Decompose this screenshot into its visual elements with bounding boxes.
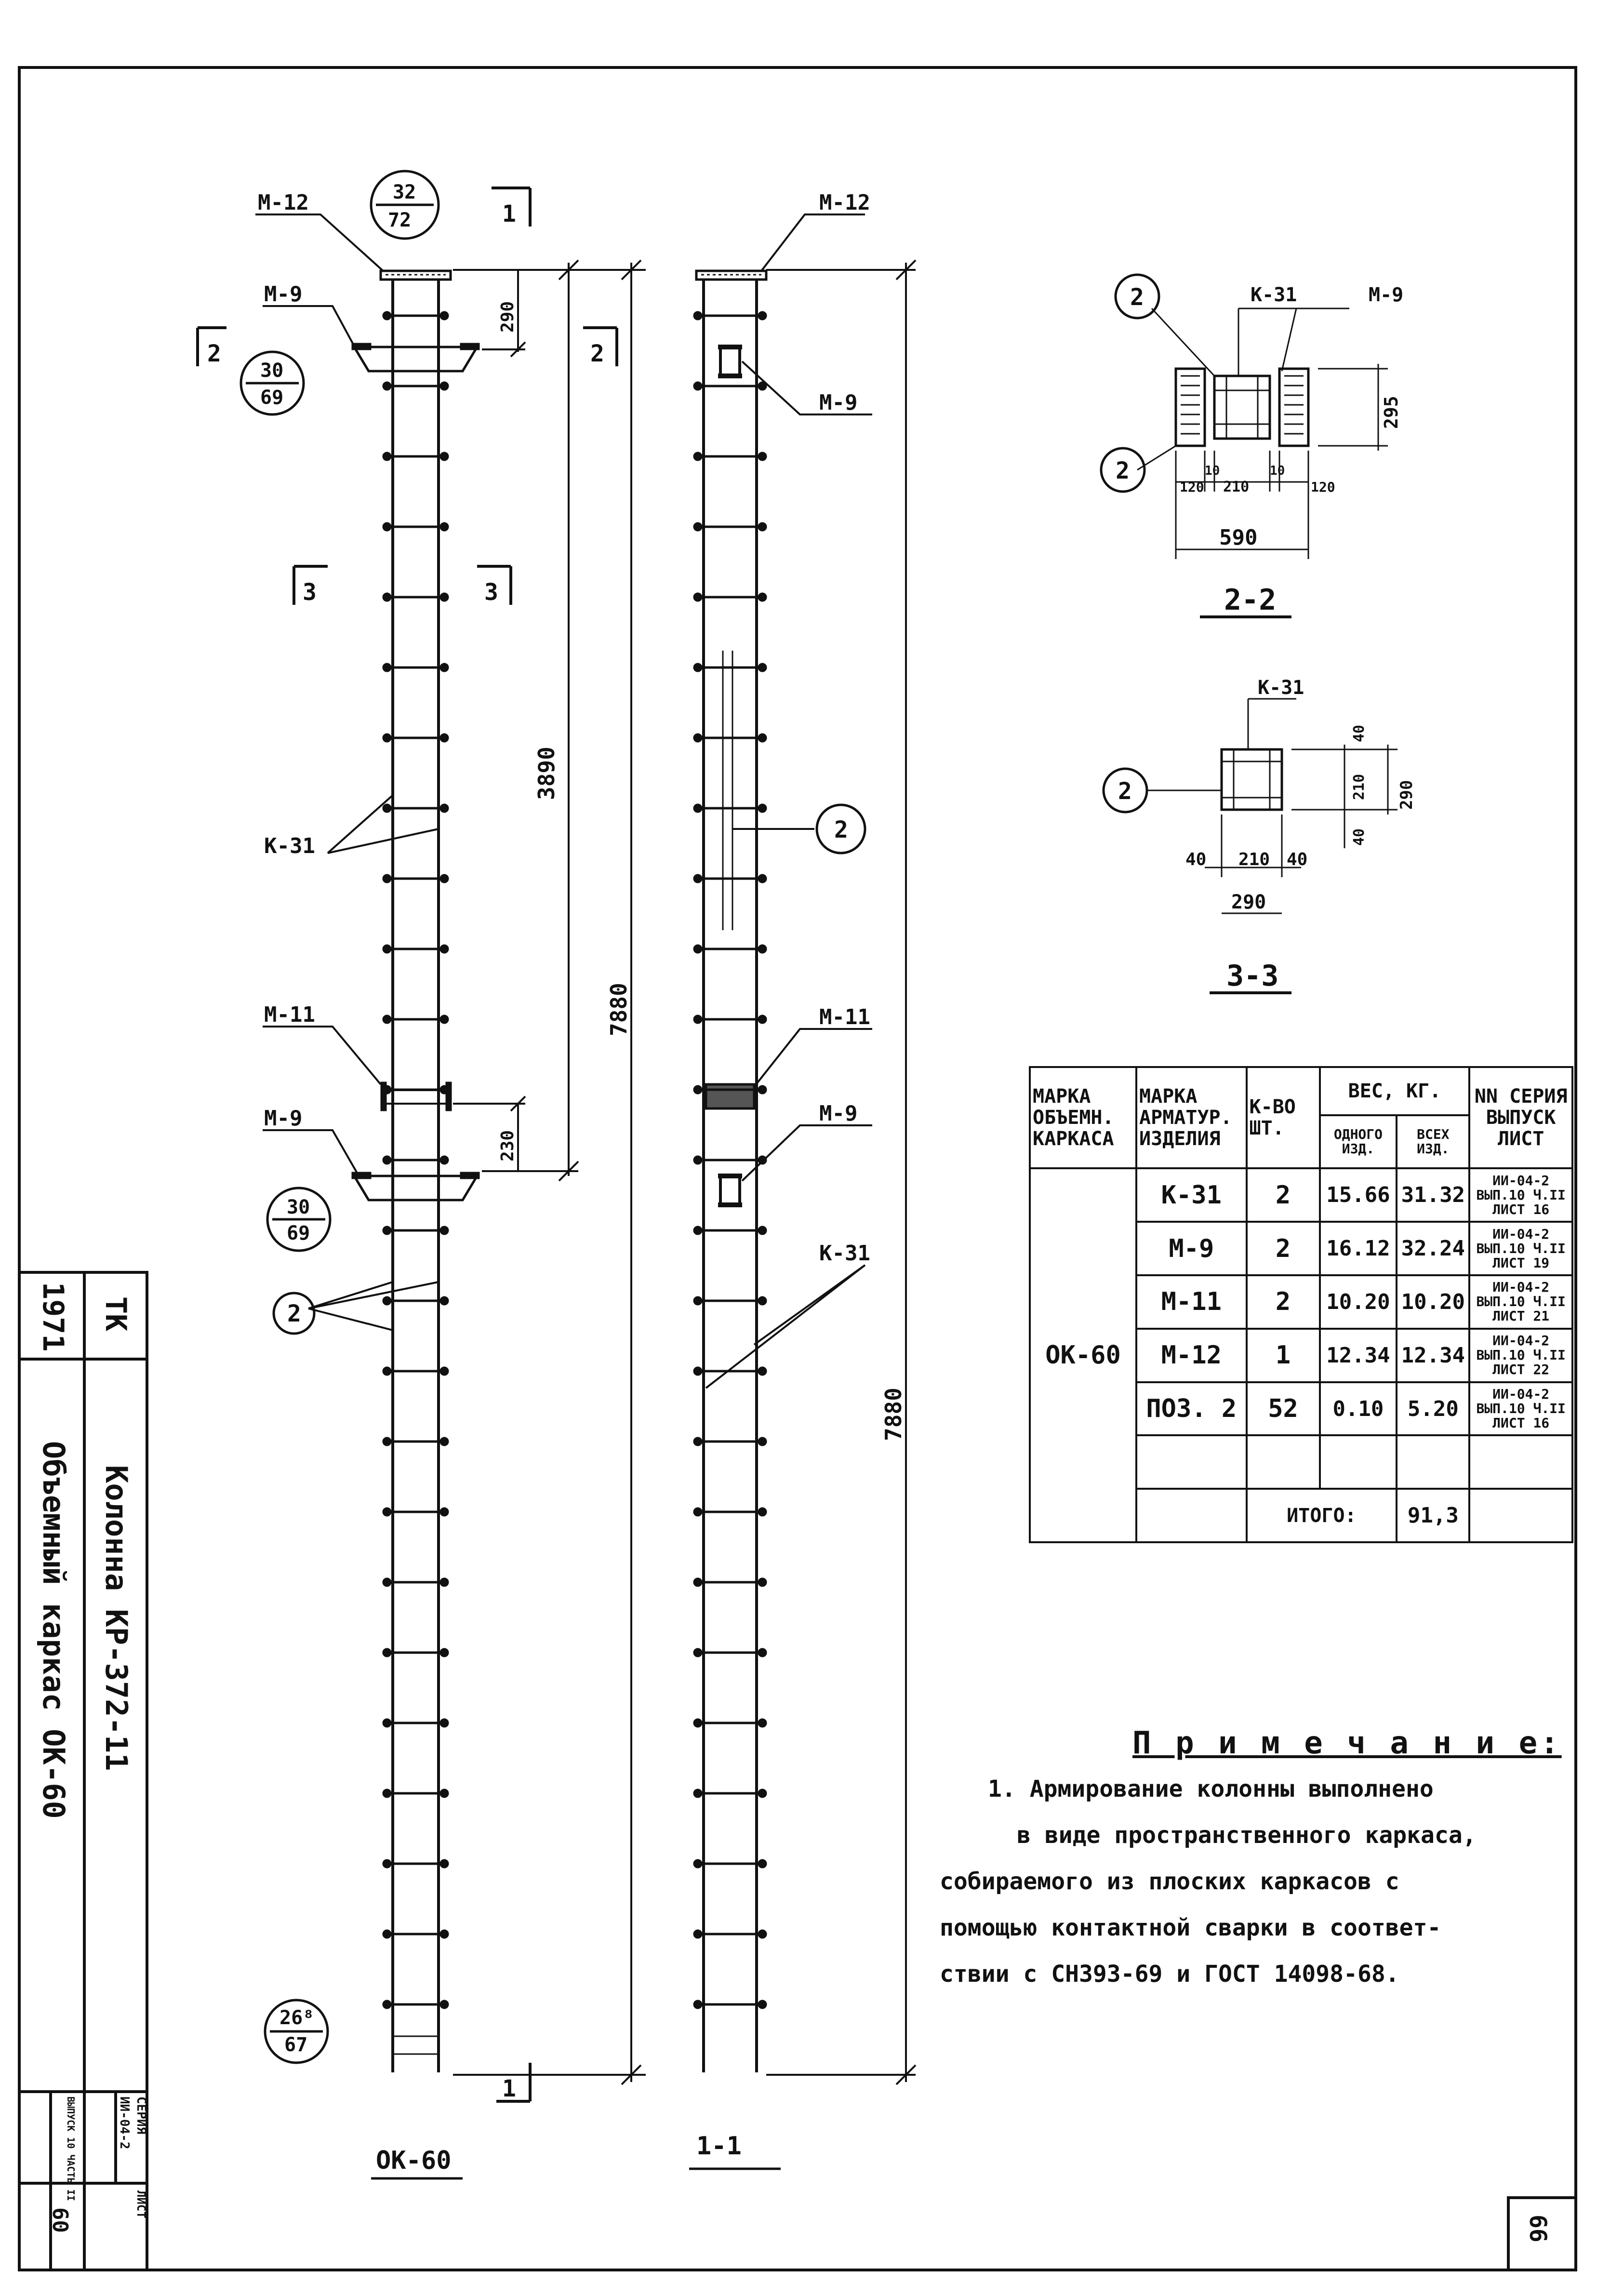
weld-point — [759, 312, 766, 319]
weld-point — [441, 453, 448, 460]
stirrups-section-1-1 — [694, 312, 766, 2008]
weld-point — [694, 1860, 701, 1867]
note-line-2: в виде пространственного каркаса, — [1017, 1822, 1477, 1849]
weld-point — [759, 946, 766, 952]
label-m11-left: М-11 — [264, 1002, 315, 1027]
row-weight-one: 0.10 — [1320, 1382, 1397, 1436]
row-ref: ИИ-04-2 ВЫП.10 Ч.II ЛИСТ 22 — [1469, 1329, 1572, 1382]
label-m9-left-top: М-9 — [264, 282, 303, 307]
dim-10-left: 10 — [1205, 464, 1220, 478]
weld-point — [384, 664, 390, 671]
label-k31-left: К-31 — [264, 834, 315, 858]
weld-point — [441, 1508, 448, 1515]
title-2-2: 2-2 — [1224, 583, 1277, 617]
weld-point — [384, 2001, 390, 2008]
row-mark: М-9 — [1136, 1222, 1246, 1275]
label-m12-right: М-12 — [819, 190, 870, 215]
dim-210-s33-v: 210 — [1351, 774, 1368, 800]
dim-7880-left: 7880 — [606, 983, 632, 1036]
table-row — [1030, 1168, 1572, 1222]
weld-point — [759, 453, 766, 460]
weld-point — [441, 1016, 448, 1023]
label-pos2-s22-bottom: 2 — [1116, 457, 1130, 484]
weld-point — [384, 875, 390, 882]
leader-lines — [255, 214, 872, 1388]
issue-label: ВЫПУСК 10 ЧАСТЬ II — [65, 2096, 77, 2201]
weld-point — [441, 1297, 448, 1304]
specification-table — [1029, 1066, 1573, 1543]
row-weight-one: 12.34 — [1320, 1329, 1397, 1382]
dim-10-right: 10 — [1270, 464, 1285, 478]
weld-point — [441, 1438, 448, 1445]
row-qty: 2 — [1247, 1168, 1320, 1222]
weld-point — [759, 383, 766, 389]
circle4-bottom: 67 — [284, 2034, 308, 2056]
weld-point — [441, 734, 448, 741]
row-ref: ИИ-04-2 ВЫП.10 Ч.II ЛИСТ 16 — [1469, 1382, 1572, 1436]
dim-590: 590 — [1219, 525, 1258, 550]
weld-point — [441, 664, 448, 671]
dim-210-s33-h: 210 — [1238, 850, 1270, 869]
weld-point — [694, 1720, 701, 1726]
weld-point — [694, 2001, 701, 2008]
weld-point — [441, 805, 448, 812]
weld-point — [759, 2001, 766, 2008]
note-line-5: ствии с СН393-69 и ГОСТ 14098-68. — [940, 1961, 1399, 1988]
dim-120-right: 120 — [1311, 479, 1335, 495]
dim-40-s33-bot: 40 — [1351, 828, 1368, 846]
label-m9-s22: М-9 — [1369, 284, 1404, 306]
weld-point — [694, 1086, 701, 1093]
weld-point — [694, 594, 701, 601]
weld-point — [759, 1016, 766, 1023]
series-value: ИИ-04-2 — [117, 2096, 132, 2149]
weld-point — [384, 1086, 390, 1093]
title-year: 1971 — [36, 1282, 70, 1352]
weld-point — [694, 1016, 701, 1023]
dim-290: 290 — [498, 301, 518, 333]
label-pos2-left: 2 — [287, 1300, 301, 1327]
weld-point — [694, 1297, 701, 1304]
weld-point — [441, 1790, 448, 1797]
weld-point — [759, 805, 766, 812]
title-3-3: 3-3 — [1226, 959, 1279, 993]
cut-markers — [198, 188, 617, 2101]
weld-point — [441, 1649, 448, 1656]
weld-point — [694, 1368, 701, 1375]
weld-point — [759, 594, 766, 601]
weld-point — [384, 1860, 390, 1867]
weld-point — [694, 1579, 701, 1586]
circle2-bottom: 69 — [260, 387, 284, 409]
weld-point — [384, 1649, 390, 1656]
total-label: ИТОГО: — [1247, 1489, 1397, 1542]
label-m9-left-bottom: М-9 — [264, 1106, 303, 1131]
weld-point — [694, 1508, 701, 1515]
row-weight-one: 15.66 — [1320, 1168, 1397, 1222]
weld-point — [759, 1931, 766, 1937]
weld-point — [694, 523, 701, 530]
weld-point — [384, 1720, 390, 1726]
weld-point — [759, 523, 766, 530]
weld-point — [384, 805, 390, 812]
weld-point — [441, 1157, 448, 1163]
note-block — [940, 1725, 1566, 1988]
weld-point — [441, 1579, 448, 1586]
weld-point — [384, 1368, 390, 1375]
weld-point — [441, 312, 448, 319]
weld-point — [694, 453, 701, 460]
weld-point — [384, 453, 390, 460]
row-weight-one: 16.12 — [1320, 1222, 1397, 1275]
note-line-1: 1. Армирование колонны выполнено — [988, 1775, 1434, 1802]
row-ref: ИИ-04-2 ВЫП.10 Ч.II ЛИСТ 21 — [1469, 1275, 1572, 1329]
weld-point — [759, 664, 766, 671]
weld-point — [384, 1227, 390, 1234]
weld-point — [441, 1086, 448, 1093]
dim-120-left: 120 — [1180, 479, 1204, 495]
sheet-label: ЛИСТ — [134, 2190, 148, 2218]
weld-point — [759, 1720, 766, 1726]
weld-point — [759, 1579, 766, 1586]
row-ref: ИИ-04-2 ВЫП.10 Ч.II ЛИСТ 19 — [1469, 1222, 1572, 1275]
weld-point — [384, 1016, 390, 1023]
weld-point — [694, 805, 701, 812]
row-mark: ПОЗ. 2 — [1136, 1382, 1246, 1436]
col-item-mark-header: МАРКА АРМАТУР. ИЗДЕЛИЯ — [1136, 1067, 1246, 1168]
cut-3-left: 3 — [303, 579, 317, 606]
weld-point — [759, 1649, 766, 1656]
title-1-1: 1-1 — [696, 2132, 742, 2161]
page-number: 66 — [1524, 2215, 1551, 2243]
weld-point — [384, 523, 390, 530]
label-pos2-right: 2 — [834, 816, 848, 843]
col-weight-one-header: ОДНОГО ИЗД. — [1320, 1115, 1397, 1169]
weld-point — [694, 875, 701, 882]
label-k31-s22: К-31 — [1251, 284, 1297, 306]
column-elevation-ok60 — [352, 271, 479, 2072]
label-pos2-s22-top: 2 — [1130, 284, 1144, 311]
dim-40-s33-left: 40 — [1185, 850, 1207, 869]
weld-point — [384, 1508, 390, 1515]
title-org: ТК — [99, 1296, 133, 1332]
weld-point — [441, 1368, 448, 1375]
weld-point — [384, 312, 390, 319]
weld-point — [759, 1227, 766, 1234]
weld-point — [759, 1860, 766, 1867]
note-line-4: помощью контактной сварки в соответ- — [940, 1914, 1441, 1941]
circle4-top: 26⁸ — [279, 2007, 315, 2029]
cut-1-top: 1 — [502, 200, 516, 227]
row-weight-all: 5.20 — [1397, 1382, 1469, 1436]
weld-point — [694, 1649, 701, 1656]
row-qty: 52 — [1247, 1382, 1320, 1436]
weld-point — [759, 875, 766, 882]
label-m9-right-top: М-9 — [819, 390, 858, 415]
circle3-top: 30 — [287, 1196, 310, 1218]
row-ref: ИИ-04-2 ВЫП.10 Ч.II ЛИСТ 16 — [1469, 1168, 1572, 1222]
dim-290-s33-h: 290 — [1231, 891, 1266, 913]
row-qty: 1 — [1247, 1329, 1320, 1382]
title-line2: Объемный каркас ОК-60 — [36, 1441, 71, 1819]
weld-point — [384, 1438, 390, 1445]
weld-point — [441, 523, 448, 530]
dim-210-s22: 210 — [1223, 479, 1250, 495]
circle1-bottom: 72 — [388, 209, 412, 231]
dim-40-s33-top: 40 — [1351, 724, 1368, 742]
col-frame-mark-header: МАРКА ОБЪЕМН. КАРКАСА — [1030, 1067, 1136, 1168]
weld-point — [694, 946, 701, 952]
weld-point — [384, 1297, 390, 1304]
note-line-3: собираемого из плоских каркасов с — [940, 1868, 1399, 1895]
weld-point — [694, 1438, 701, 1445]
col-weight-all-header: ВСЕХ ИЗД. — [1397, 1115, 1469, 1169]
section-2-2-drawing — [1101, 275, 1388, 617]
weld-point — [759, 1086, 766, 1093]
row-mark: М-12 — [1136, 1329, 1246, 1382]
col-weight-header: ВЕС, КГ. — [1320, 1067, 1470, 1115]
dim-40-s33-right: 40 — [1287, 850, 1308, 869]
row-weight-one: 10.20 — [1320, 1275, 1397, 1329]
dim-230: 230 — [498, 1130, 518, 1161]
weld-point — [441, 2001, 448, 2008]
weld-point — [694, 664, 701, 671]
weld-point — [441, 1931, 448, 1937]
dim-290-s33-v: 290 — [1397, 780, 1416, 810]
row-weight-all: 12.34 — [1397, 1329, 1469, 1382]
cut-3-right: 3 — [484, 579, 498, 606]
row-qty: 2 — [1247, 1222, 1320, 1275]
weld-point — [759, 1438, 766, 1445]
weld-point — [384, 383, 390, 389]
weld-point — [441, 875, 448, 882]
weld-point — [694, 1227, 701, 1234]
weld-point — [384, 1931, 390, 1937]
weld-point — [694, 734, 701, 741]
row-weight-all: 31.32 — [1397, 1168, 1469, 1222]
column-section-1-1 — [696, 271, 766, 2072]
weld-mark-circles — [241, 171, 865, 2063]
row-qty: 2 — [1247, 1275, 1320, 1329]
weld-point — [441, 1860, 448, 1867]
label-pos2-s33: 2 — [1118, 778, 1132, 805]
circle2-top: 30 — [260, 360, 284, 382]
row-mark: М-11 — [1136, 1275, 1246, 1329]
dim-7880-right: 7880 — [880, 1388, 906, 1441]
weld-point — [694, 312, 701, 319]
weld-point — [759, 1368, 766, 1375]
sheet-value: 60 — [48, 2207, 72, 2233]
col-qty-header: К-ВО ШТ. — [1247, 1067, 1320, 1168]
label-k31-s33: К-31 — [1258, 677, 1304, 699]
dim-3890: 3890 — [533, 747, 559, 800]
weld-point — [384, 734, 390, 741]
label-m9-right-bottom: М-9 — [819, 1101, 858, 1126]
total-value: 91,3 — [1397, 1489, 1469, 1542]
weld-point — [384, 1157, 390, 1163]
row-mark: К-31 — [1136, 1168, 1246, 1222]
weld-point — [694, 1790, 701, 1797]
weld-point — [694, 1931, 701, 1937]
weld-point — [384, 1579, 390, 1586]
weld-point — [441, 1720, 448, 1726]
frame-mark-cell: ОК-60 — [1030, 1168, 1136, 1542]
weld-point — [384, 594, 390, 601]
weld-point — [384, 1790, 390, 1797]
weld-point — [441, 383, 448, 389]
weld-point — [759, 734, 766, 741]
dimension-lines — [453, 260, 916, 2084]
cut-1-bottom: 1 — [502, 2075, 516, 2102]
weld-point — [441, 594, 448, 601]
weld-point — [759, 1508, 766, 1515]
label-k31-right: К-31 — [819, 1241, 870, 1266]
weld-point — [441, 1227, 448, 1234]
label-m11-right: М-11 — [819, 1005, 870, 1029]
note-title: П р и м е ч а н и е: — [1132, 1725, 1562, 1761]
dim-295: 295 — [1381, 396, 1402, 429]
circle1-top: 32 — [393, 181, 416, 203]
weld-point — [384, 946, 390, 952]
circle3-bottom: 69 — [287, 1222, 310, 1244]
label-m12-left: М-12 — [258, 190, 309, 215]
weld-point — [441, 946, 448, 952]
weld-point — [694, 1157, 701, 1163]
cut-2-left: 2 — [207, 340, 221, 367]
series-label: СЕРИЯ — [134, 2096, 148, 2135]
title-line1: Колонна КР-372-11 — [99, 1465, 134, 1771]
row-weight-all: 32.24 — [1397, 1222, 1469, 1275]
weld-point — [759, 1790, 766, 1797]
title-ok60: ОК-60 — [376, 2146, 452, 2175]
weld-point — [759, 1297, 766, 1304]
col-ref-header: NN СЕРИЯ ВЫПУСК ЛИСТ — [1469, 1067, 1572, 1168]
weld-point — [694, 383, 701, 389]
row-weight-all: 10.20 — [1397, 1275, 1469, 1329]
cut-2-right: 2 — [590, 340, 604, 367]
